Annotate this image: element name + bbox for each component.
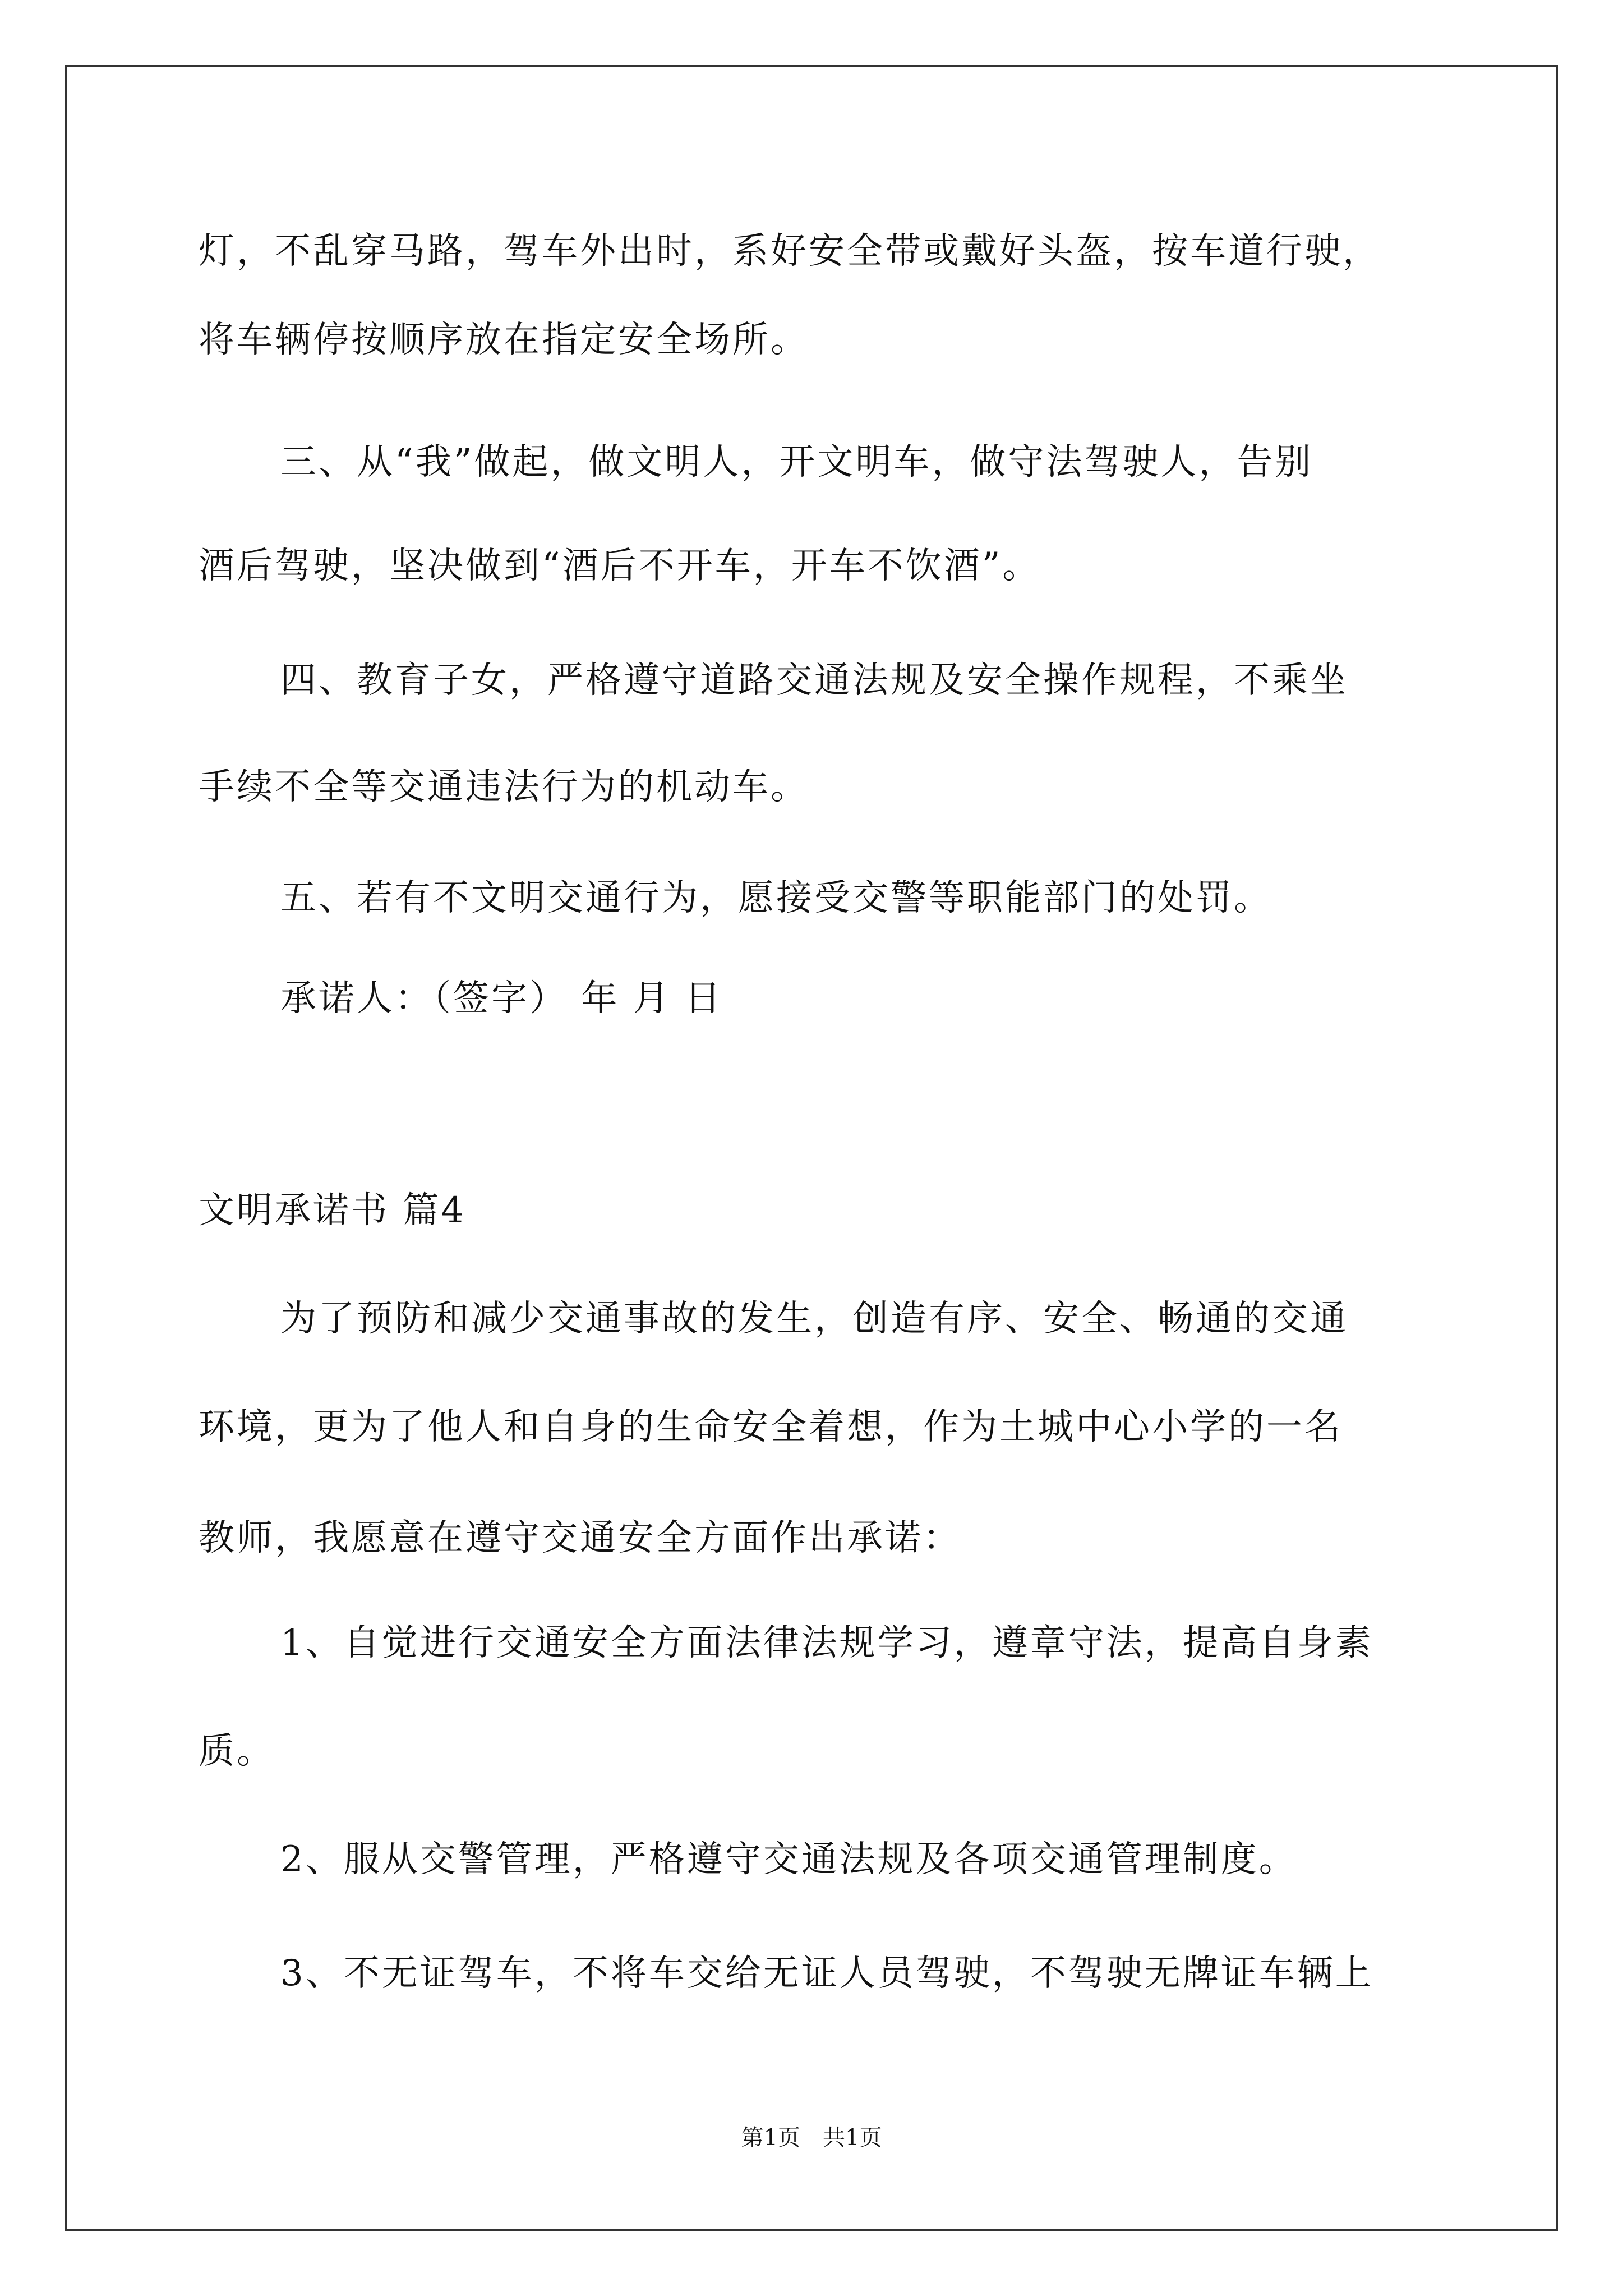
paragraph-line: 2、服从交警管理，严格遵守交通法规及各项交通管理制度。 [280,1839,1297,1880]
paragraph-line: 将车辆停按顺序放在指定安全场所。 [199,319,809,361]
paragraph-line: 环境，更为了他人和自身的生命安全着想，作为土城中心小学的一名 [199,1406,1343,1448]
paragraph-line: 手续不全等交通违法行为的机动车。 [199,766,809,808]
section-heading: 文明承诺书 篇4 [199,1190,467,1231]
paragraph-line: 为了预防和减少交通事故的发生，创造有序、安全、畅通的交通 [280,1298,1348,1340]
paragraph-line: 四、教育子女，严格遵守道路交通法规及安全操作规程，不乘坐 [280,660,1348,701]
paragraph-line: 五、若有不文明交通行为，愿接受交警等职能部门的处罚。 [280,877,1272,919]
paragraph-line: 质。 [199,1731,275,1772]
signature-line: 承诺人：（签字） 年 月 日 [280,978,723,1019]
paragraph-line: 1、自觉进行交通安全方面法律法规学习，遵章守法，提高自身素 [280,1622,1373,1664]
paragraph-line: 教师，我愿意在遵守交通安全方面作出承诺： [199,1517,961,1559]
paragraph-line: 灯，不乱穿马路，驾车外出时，系好安全带或戴好头盔，按车道行驶， [199,231,1381,272]
paragraph-line: 酒后驾驶，坚决做到“酒后不开车，开车不饮酒”。 [199,545,1041,587]
page-footer: 第1页 共1页 [741,2125,882,2151]
paragraph-line: 三、从“我”做起，做文明人，开文明车，做守法驾驶人，告别 [280,441,1313,483]
page-border [65,65,1558,2231]
paragraph-line: 3、不无证驾车，不将车交给无证人员驾驶，不驾驶无牌证车辆上 [280,1953,1373,1994]
